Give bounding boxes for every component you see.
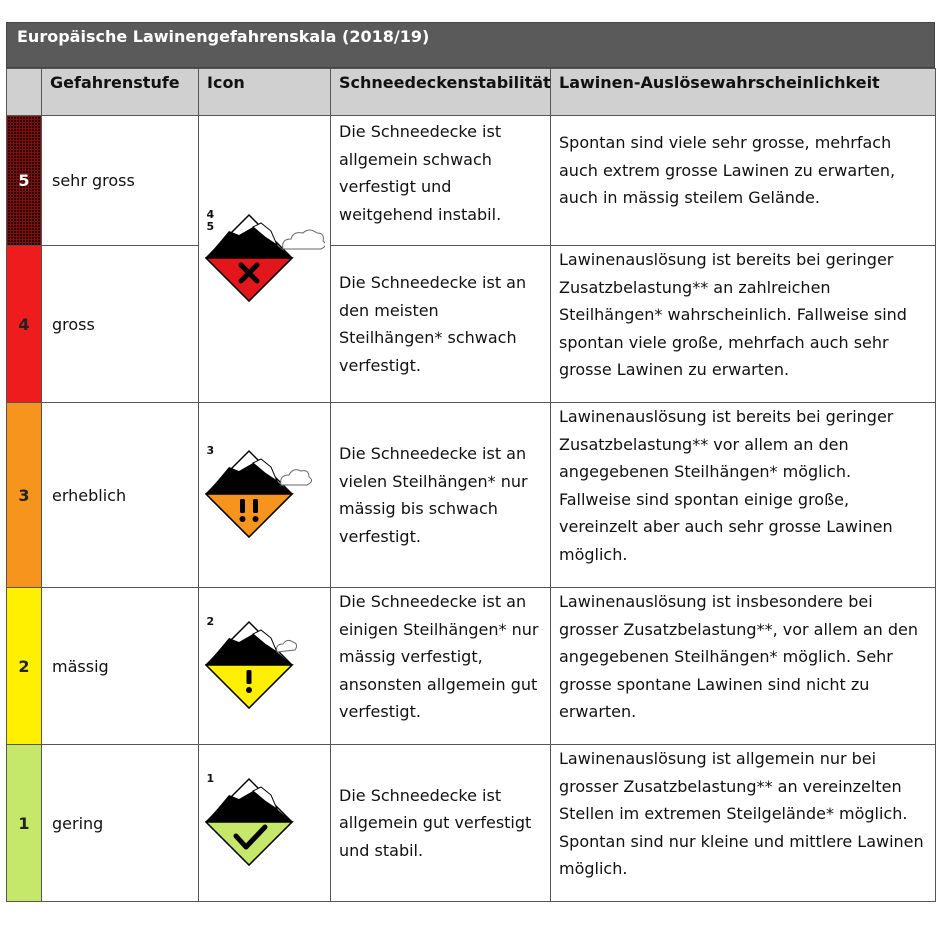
header-row — [7, 69, 936, 116]
table-row-level-4 — [7, 246, 936, 403]
level-name-4: gross — [42, 246, 199, 403]
stability-text-1: Die Schneedecke ist allgemein gut verfestigt und stabil. — [331, 745, 551, 902]
exclamation-icon — [246, 670, 252, 693]
table-title: Europäische Lawinengefahrenskala (2018/19) — [6, 22, 935, 68]
stability-text-2: Die Schneedecke ist an einigen Steilhängen* nur mässig verfestigt, ansonsten allgemein gut verfestigt. — [331, 588, 551, 745]
level-number-2: 2 — [7, 588, 42, 745]
level-name-3: erheblich — [42, 403, 199, 588]
danger-scale-document — [6, 22, 935, 902]
level-number-3: 3 — [7, 403, 42, 588]
icon-cell-3 — [199, 403, 331, 588]
danger-4-5-icon — [205, 209, 325, 305]
probability-text-5: Spontan sind viele sehr grosse, mehrfach auch extrem grosse Lawinen zu erwarten, auch in mässig steilem Gelände. — [551, 116, 936, 246]
icon-cell-2 — [199, 588, 331, 745]
level-number-5: 5 — [7, 116, 42, 246]
table-row-level-5 — [7, 116, 936, 246]
danger-3-icon — [205, 445, 325, 541]
probability-text-1: Lawinenauslösung ist allgemein nur bei grosser Zusatzbelastung** an vereinzelten Stellen im extremen Steilgelände* möglich. Spontan sind nur kleine und mittlere Lawinen möglich. — [551, 745, 936, 902]
icon-label-top: 3 — [206, 444, 215, 457]
table-row-level-1 — [7, 745, 936, 902]
table-row-level-3 — [7, 403, 936, 588]
header-level — [7, 69, 42, 116]
icon-cell-4-5 — [199, 116, 331, 403]
icon-label-top: 1 — [206, 772, 215, 785]
level-number-4: 4 — [7, 246, 42, 403]
icon-cell-1 — [199, 745, 331, 902]
probability-text-4: Lawinenauslösung ist bereits bei geringer Zusatzbelastung** an zahlreichen Steilhängen* wahrscheinlich. Fallweise sind spontan viele große, mehrfach auch sehr grosse Lawinen zu erwarten. — [551, 246, 936, 403]
stability-text-3: Die Schneedecke ist an vielen Steilhängen* nur mässig bis schwach verfestigt. — [331, 403, 551, 588]
danger-scale-table — [6, 68, 936, 902]
probability-text-2: Lawinenauslösung ist insbesondere bei grosser Zusatzbelastung**, vor allem an den angegebenen Steilhängen* möglich. Sehr grosse spontane Lawinen sind nicht zu erwarten. — [551, 588, 936, 745]
icon-label-bottom: 5 — [206, 220, 215, 233]
table-row-level-2 — [7, 588, 936, 745]
header-gefahrenstufe: Gefahrenstufe — [42, 69, 199, 116]
level-number-1: 1 — [7, 745, 42, 902]
level-name-2: mässig — [42, 588, 199, 745]
header-stability: Schneedeckenstabilität — [331, 69, 551, 116]
stability-text-5: Die Schneedecke ist allgemein schwach verfestigt und weitgehend instabil. — [331, 116, 551, 246]
icon-label-top: 4 — [206, 208, 215, 221]
stability-text-4: Die Schneedecke ist an den meisten Steilhängen* schwach verfestigt. — [331, 246, 551, 403]
header-icon: Icon — [199, 69, 331, 116]
icon-label-top: 2 — [206, 615, 215, 628]
danger-2-icon — [205, 616, 325, 712]
level-name-5: sehr gross — [42, 116, 199, 246]
danger-1-icon — [205, 773, 325, 869]
header-probability: Lawinen-Auslösewahrscheinlichkeit — [551, 69, 936, 116]
level-name-1: gering — [42, 745, 199, 902]
probability-text-3: Lawinenauslösung ist bereits bei geringer Zusatzbelastung** vor allem an den angegebenen Steilhängen* möglich. Fallweise sind spontan einige große, vereinzelt aber auch sehr grosse Lawinen möglich. — [551, 403, 936, 588]
